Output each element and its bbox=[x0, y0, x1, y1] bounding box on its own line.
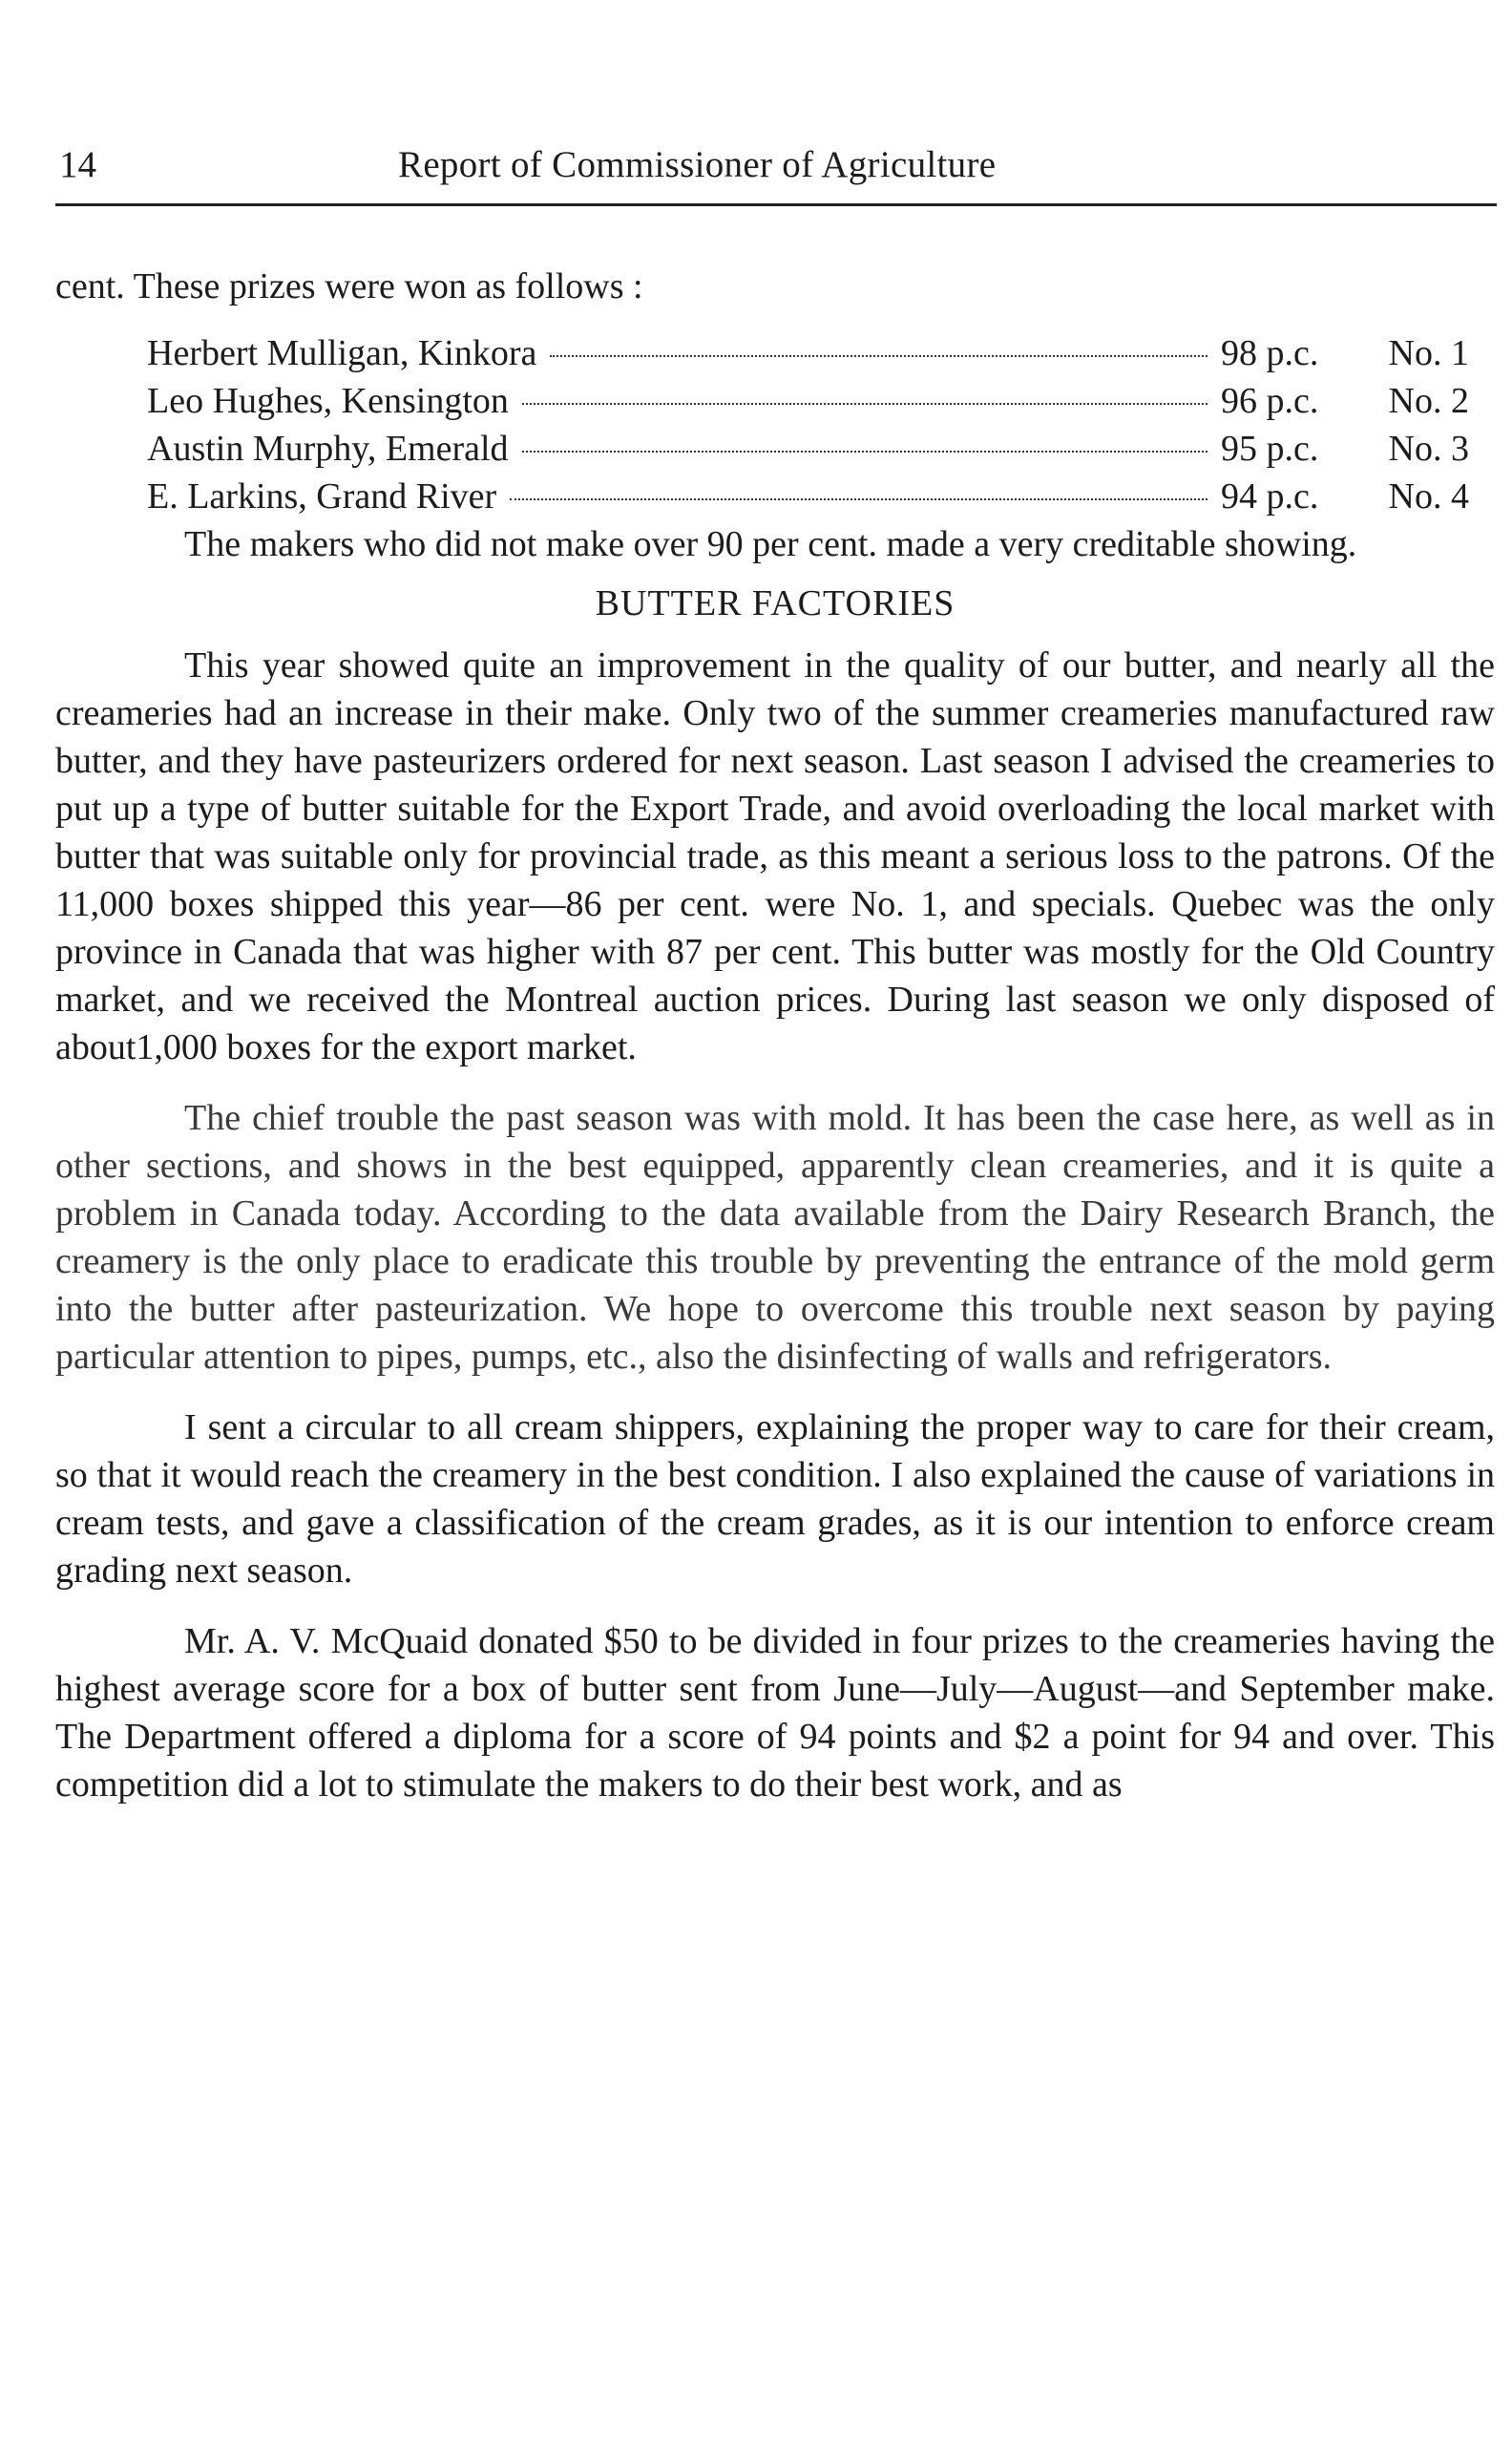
prize-rank: No. 4 bbox=[1388, 476, 1469, 517]
prize-row bbox=[147, 473, 1469, 520]
prize-row bbox=[147, 425, 1469, 473]
prize-score: 94 p.c. bbox=[1221, 476, 1319, 517]
prize-list bbox=[147, 329, 1469, 520]
leader-dots bbox=[510, 498, 1208, 500]
section-heading: BUTTER FACTORIES bbox=[595, 583, 956, 623]
page-number: 14 bbox=[59, 144, 96, 185]
prize-score: 95 p.c. bbox=[1221, 429, 1319, 469]
paragraph-mold: The chief trouble the past season was with mold. It has been the case here, as well as in other sections, and shows in the best equipped, apparently clean creameries, and it is quite a problem in Canada today. According to the data available from the Dairy Research Branch, the creamery is the only place to eradicate this trouble by preventing the entrance of the mold germ into the butter after pasteurization. We hope to overcome this trouble next season by paying particular attention to pipes, pumps, etc., also the disinfecting of walls and refrigerators. bbox=[55, 1098, 1495, 1377]
prize-winner-name: Austin Murphy, Emerald bbox=[147, 429, 509, 469]
header-rule bbox=[55, 203, 1497, 206]
prize-winner-name: Herbert Mulligan, Kinkora bbox=[147, 333, 537, 373]
intro-line: cent. These prizes were won as follows : bbox=[55, 266, 643, 306]
prize-score: 98 p.c. bbox=[1221, 333, 1319, 373]
prize-row bbox=[147, 377, 1469, 425]
makers-note: The makers who did not make over 90 per cent. made a very creditable showing. bbox=[184, 524, 1357, 564]
prize-winner-name: E. Larkins, Grand River bbox=[147, 476, 497, 517]
paragraph-export-trade: This year showed quite an improvement in the quality of our butter, and nearly all the creameries had an increase in their make. Only two of the summer creameries manufactured raw butter, and they have pasteurizers ordered for next season. Last season I advised the creameries to put up a type of butter suitable for the Export Trade, and avoid overloading the local market with butter that was suitable only for provincial trade, as this meant a serious loss to the patrons. Of the 11,000 boxes shipped this year—86 per cent. were No. 1, and specials. Quebec was the only province in Canada that was higher with 87 per cent. This butter was mostly for the Old Country market, and we received the Montreal auction prices. During last season we only disposed of about1,000 boxes for the export market. bbox=[55, 645, 1495, 1067]
prize-rank: No. 2 bbox=[1388, 381, 1469, 421]
running-title: Report of Commissioner of Agriculture bbox=[398, 144, 997, 185]
prize-row bbox=[147, 329, 1469, 377]
page-header bbox=[59, 143, 1481, 191]
paragraph-cream-circular: I sent a circular to all cream shippers, explaining the proper way to care for their cream, so that it would reach the creamery in the best condition. I also explained the cause of variations in cream tests, and gave a classification of the cream grades, as it is our intention to enforce cream grading next season. bbox=[55, 1407, 1495, 1591]
prize-score: 96 p.c. bbox=[1221, 381, 1319, 421]
leader-dots bbox=[550, 355, 1208, 357]
prize-rank: No. 1 bbox=[1388, 333, 1469, 373]
leader-dots bbox=[522, 451, 1208, 453]
leader-dots bbox=[522, 403, 1208, 405]
page-body bbox=[55, 263, 1495, 1808]
prize-winner-name: Leo Hughes, Kensington bbox=[147, 381, 509, 421]
paragraph-mcquaid-prizes: Mr. A. V. McQuaid donated $50 to be divided in four prizes to the creameries having the highest average score for a box of butter sent from June—July—August—and September make. The Department offered a diploma for a score of 94 points and $2 a point for 94 and over. This competition did a lot to stimulate the makers to do their best work, and as bbox=[55, 1621, 1495, 1804]
prize-rank: No. 3 bbox=[1388, 429, 1469, 469]
